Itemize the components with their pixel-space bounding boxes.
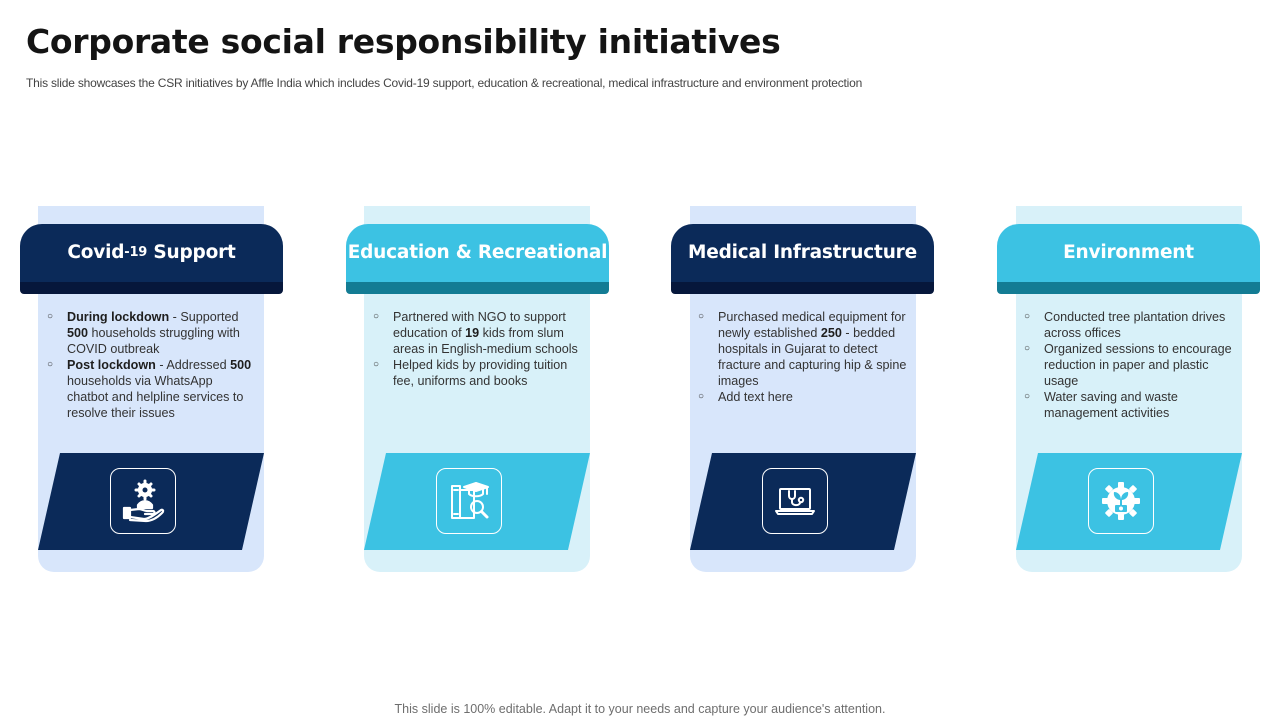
education-research-icon [436, 468, 502, 534]
card-title-small: -19 [124, 244, 148, 260]
education-points [373, 309, 583, 389]
list-item: ○ Add text here [698, 390, 793, 404]
page-subtitle: This slide showcases the CSR initiatives by Affle India which includes Covid-19 support, education & recreational, medical infrastructure and environment protection [26, 76, 863, 90]
helping-hand-gear-icon [110, 468, 176, 534]
eco-gear-icon [1088, 468, 1154, 534]
list-item: ○ Post lockdown - Addressed 500 households via WhatsApp chatbot and helpline services to resolve their issues [47, 358, 252, 420]
laptop-stethoscope-icon [762, 468, 828, 534]
covid-support-header [20, 224, 283, 294]
card-title: Environment [997, 224, 1260, 282]
card-title-main: Covid [67, 241, 125, 263]
card-title: Education & Recreational [346, 224, 609, 282]
list-item: ○ During lockdown - Supported 500 households struggling with COVID outbreak [47, 310, 242, 356]
list-item: ○ Helped kids by providing tuition fee, uniforms and books [373, 358, 568, 388]
covid-support-points [47, 309, 257, 421]
page-title: Corporate social responsibility initiatives [26, 22, 781, 61]
list-item: ○ Purchased medical equipment for newly established 250 - bedded hospitals in Gujarat to detect fracture and capturing hip & spine images [698, 310, 910, 388]
card-title-rest: Support [147, 241, 236, 263]
footer-note: This slide is 100% editable. Adapt it to your needs and capture your audience's attention. [394, 702, 886, 716]
list-item: ○ Partnered with NGO to support education of 19 kids from slum areas in English-medium schools [373, 310, 578, 356]
list-item: ○ Organized sessions to encourage reduction in paper and plastic usage [1024, 342, 1232, 388]
environment-header [997, 224, 1260, 294]
list-item: ○ Conducted tree plantation drives across offices [1024, 310, 1226, 340]
card-title: Medical Infrastructure [671, 224, 934, 282]
education-header [346, 224, 609, 294]
medical-header [671, 224, 934, 294]
list-item: ○ Water saving and waste management activities [1024, 390, 1178, 420]
medical-points [698, 309, 908, 405]
environment-points [1024, 309, 1234, 421]
